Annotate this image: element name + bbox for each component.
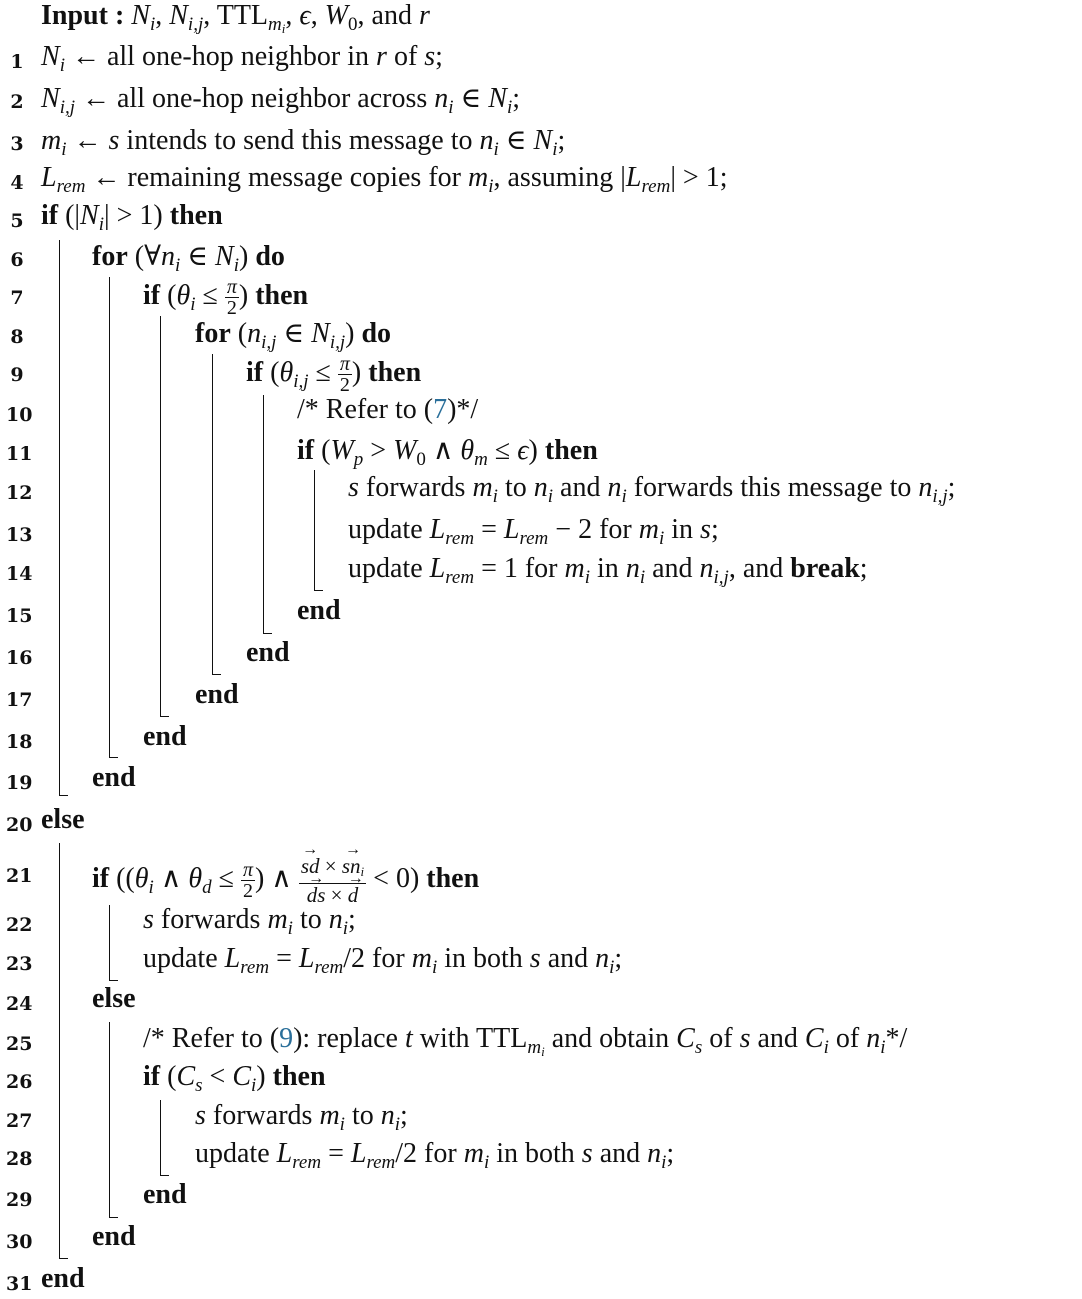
line-number: 2 (10, 91, 24, 113)
keyword-if: if (297, 435, 315, 466)
keyword-for: for (92, 241, 128, 272)
line-code: $N_i$ ← all one-hop neighbor in r of s; (41, 41, 443, 76)
line-number: 13 (6, 524, 33, 546)
equation-ref-7[interactable]: 7 (433, 394, 448, 425)
line-number: 10 (6, 404, 33, 426)
line-code (92, 1221, 136, 1253)
line-code (41, 804, 85, 836)
line-code: update $L_{rem} = L_{rem}/2$ for $m_i$ in both s and $n_i$; (195, 1138, 675, 1173)
line-number: 15 (6, 605, 33, 627)
keyword-end: end (41, 1263, 85, 1294)
line-number: 25 (6, 1033, 33, 1055)
block-bar-if-26 (160, 1100, 161, 1175)
line-number: 21 (6, 865, 33, 887)
keyword-do: do (255, 241, 285, 272)
line-code (92, 983, 136, 1015)
line-number: 6 (10, 249, 24, 271)
equation-ref-9[interactable]: 9 (279, 1023, 294, 1054)
input-label: Input : (41, 0, 125, 31)
line-number: 27 (6, 1110, 33, 1132)
keyword-if: if (143, 279, 161, 311)
keyword-end: end (195, 679, 239, 710)
keyword-end: end (297, 595, 341, 626)
line-code (41, 1263, 85, 1295)
line-code: if $(C_s < C_i)$ then (143, 1061, 326, 1096)
line-code: s forwards $m_i$ to $n_i$; (143, 904, 356, 939)
line-number: 5 (10, 210, 24, 232)
line-number: 19 (6, 772, 33, 794)
line-number: 16 (6, 647, 33, 669)
line-number: 29 (6, 1189, 33, 1211)
line-number: 17 (6, 689, 33, 711)
keyword-end: end (92, 762, 136, 793)
line-number: 1 (10, 51, 24, 73)
keyword-if: if (246, 356, 264, 388)
block-bar-end-20 (59, 1258, 68, 1259)
line-number: 30 (6, 1231, 33, 1253)
keyword-if: if (92, 862, 110, 894)
keyword-end: end (92, 1221, 136, 1252)
line-code: if (($\theta_i$ ∧ $\theta_d$ ≤ $\frac{\pi}{2}$ ) ∧ → sd × → $sn_i$ → ds × → d < 0) then (92, 855, 479, 906)
block-bar-end-8 (212, 674, 221, 675)
line-code: if $(|N_i| > 1)$ then (41, 200, 223, 235)
line-code (92, 762, 136, 794)
block-bar-if-9 (263, 395, 264, 633)
line-code (143, 1179, 187, 1211)
keyword-then: then (272, 1061, 326, 1092)
line-code: update $L_{rem} = L_{rem} - 2$ for $m_i$ in s; (348, 514, 719, 549)
keyword-end: end (143, 1179, 187, 1210)
line-number: 26 (6, 1071, 33, 1093)
keyword-then: then (426, 862, 480, 894)
line-number: 7 (10, 287, 24, 309)
line-code: if ($\theta_i$ ≤ $\frac{\pi}{2}$ ) then (143, 276, 309, 319)
block-bar-if-11 (314, 470, 315, 590)
block-bar-else-24 (109, 1022, 110, 1217)
block-bar-end-7 (160, 716, 169, 717)
block-bar-if-7 (160, 316, 161, 716)
block-bar-end-21 (109, 980, 118, 981)
keyword-then: then (544, 435, 598, 466)
block-bar-end-11 (314, 590, 323, 591)
line-code: if ($\theta_{i,j}$ ≤ $\frac{\pi}{2}$ ) then (246, 353, 422, 396)
block-bar-end-5 (59, 795, 68, 796)
block-bar-for-6 (109, 277, 110, 757)
line-number: 11 (6, 443, 33, 465)
line-code (246, 637, 290, 669)
keyword-if: if (143, 1061, 161, 1092)
keyword-break: break (790, 553, 860, 584)
line-number: 3 (10, 133, 24, 155)
block-bar-if-5 (59, 240, 60, 795)
line-code: /* Refer to (9): replace t with $TTL_{m_i}$ and obtain $C_s$ of s and $C_i$ of $n_i*/$ (143, 1023, 908, 1059)
keyword-if: if (41, 200, 59, 231)
line-code: $L_{rem}$ ← remaining message copies for $m_i$, assuming $|L_{rem}| > 1$; (41, 162, 728, 197)
line-code: if ($W_p > W_0$ ∧ $\theta_m \le \epsilon$) then (297, 435, 598, 470)
line-code (195, 679, 239, 711)
line-number: 28 (6, 1148, 33, 1170)
keyword-else: else (92, 983, 136, 1014)
keyword-else: else (41, 804, 85, 835)
line-number: 8 (10, 326, 24, 348)
line-code: update $L_{rem} = L_{rem}/2$ for $m_i$ in both s and $n_i$; (143, 943, 623, 978)
keyword-do: do (361, 318, 392, 349)
line-code: for ($\forall n_i$ ∈ $N_i$) do (92, 241, 285, 276)
line-code (143, 721, 187, 753)
keyword-for: for (195, 318, 231, 349)
line-code: $m_i$ ← s intends to send this message to $n_i$ ∈ $N_i$; (41, 125, 566, 160)
block-bar-for-8 (212, 354, 213, 674)
line-code: s forwards $m_i$ to $n_i$ and $n_i$ forwards this message to $n_{i,j}$; (348, 472, 956, 507)
block-bar-end-9 (263, 633, 272, 634)
block-bar-end-26 (160, 1175, 169, 1176)
line-number: 14 (6, 563, 33, 585)
line-number: 23 (6, 953, 33, 975)
line-number: 24 (6, 993, 33, 1015)
block-bar-end-24 (109, 1217, 118, 1218)
line-number: 31 (6, 1273, 33, 1295)
line-code: for ($n_{i,j}$ ∈ $N_{i,j}$) do (195, 318, 392, 353)
line-number: 18 (6, 731, 33, 753)
keyword-end: end (246, 637, 290, 668)
line-number: 9 (10, 364, 24, 386)
keyword-then: then (368, 356, 422, 388)
line-code (297, 595, 341, 627)
line-code: update $L_{rem} = 1$ for $m_i$ in $n_i$ and $n_{i,j}$, and break; (348, 553, 868, 588)
line-number: 12 (6, 482, 33, 504)
keyword-end: end (143, 721, 187, 752)
keyword-then: then (169, 200, 223, 231)
line-code: $N_{i,j}$ ← all one-hop neighbor across $n_i$ ∈ $N_i$; (41, 83, 521, 118)
line-number: 22 (6, 914, 33, 936)
line-code: /* Refer to (7)*/ (297, 394, 479, 425)
keyword-then: then (255, 279, 309, 311)
block-bar-end-6 (109, 757, 118, 758)
block-bar-else-20 (59, 843, 60, 1258)
block-bar-if-21 (109, 905, 110, 980)
line-number: 4 (10, 172, 24, 194)
line-code: s forwards $m_i$ to $n_i$; (195, 1100, 408, 1135)
line-number: 20 (6, 814, 33, 836)
